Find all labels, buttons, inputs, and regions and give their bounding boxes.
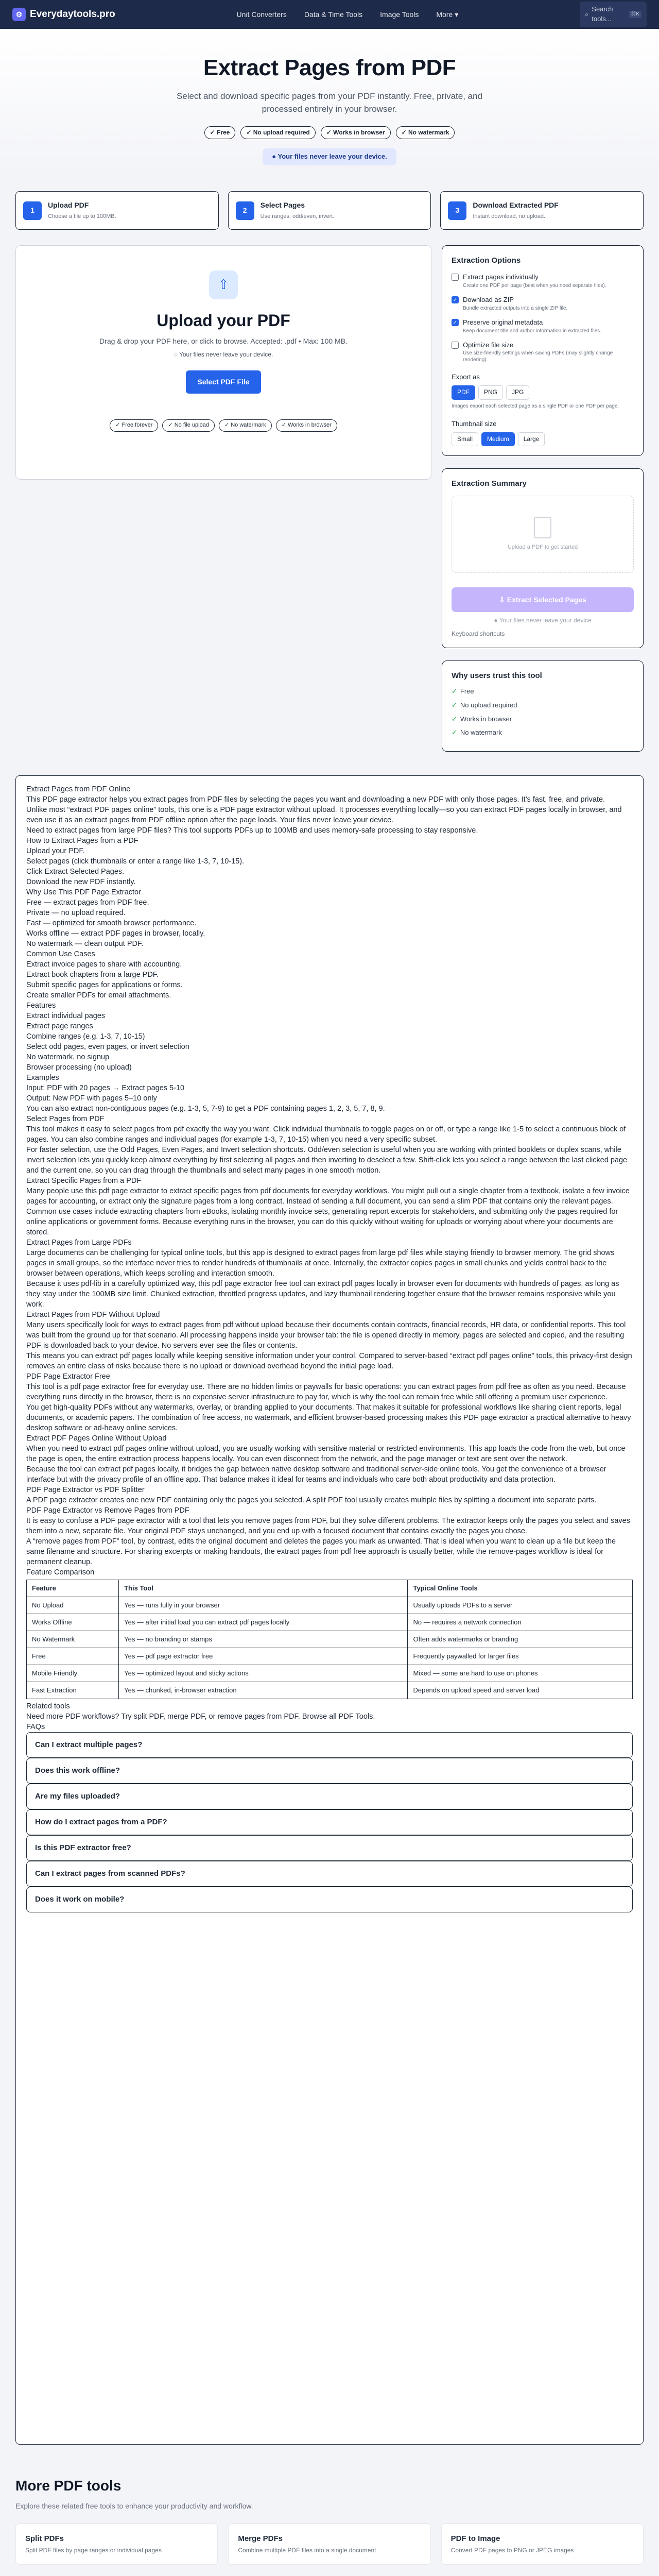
option-label: Extract pages individually	[463, 273, 539, 281]
search-input[interactable]	[580, 2, 647, 27]
table-header: This Tool	[119, 1580, 408, 1597]
extraction-options	[442, 245, 644, 456]
step-desc: Choose a file up to 100MB.	[48, 213, 116, 220]
trust-box	[442, 660, 644, 752]
content-paragraph: Large documents can be challenging for typical online tools, but this app is designed to extract pages from large pdf files while staying friendly to browser memory. The grid shows pages in small groups, so the interface never tries to render hundreds of thumbnails at once. Internally, the extractor copies pages in small chunks and yields control back to the browser between operations, which keeps scrolling and interaction smooth.	[26, 1249, 615, 1278]
table-row: No Watermark Yes — no branding or stamps Often adds watermarks or branding	[27, 1631, 633, 1648]
nav-link-image-tools[interactable]: Image Tools	[380, 10, 419, 19]
thumb-label: Thumbnail size	[452, 420, 497, 428]
hero-subtitle	[0, 90, 659, 116]
step-title: Download Extracted PDF	[473, 201, 559, 210]
chip: ✓ Free forever	[110, 419, 158, 432]
tool-area	[15, 245, 644, 752]
content-heading: Related tools	[26, 1702, 70, 1711]
option-optimize-size[interactable]	[452, 341, 634, 364]
content-heading: PDF Page Extractor vs Remove Pages from PDF	[26, 1506, 189, 1515]
keyboard-shortcuts-link[interactable]: Keyboard shortcuts	[452, 630, 505, 637]
search-icon: ⌕	[585, 10, 589, 18]
step-number: 3	[448, 201, 466, 220]
content-paragraph: This tool is a pdf page extractor free for everyday use. There are no hidden limits or paywalls for basic operations: you can extract pages from pdf free as often as you need. Because everything runs directly in the browser, there is no expensive server infrastructure to pay for, which is why the tool can remain free while still offering a premium user experience.	[26, 1383, 626, 1402]
select-pdf-button[interactable]: Select PDF File	[186, 370, 261, 393]
faq-item[interactable]: How do I extract pages from a PDF?	[26, 1809, 633, 1835]
upload-privacy-text: Your files never leave your device.	[179, 350, 273, 358]
option-desc: Bundle extracted outputs into a single ZIP file.	[463, 305, 568, 311]
hero	[0, 29, 659, 175]
content-paragraph: This means you can extract pdf pages locally while keeping sensitive information under your control. Compared to server-based “extract pdf pages online” tools, this privacy-first design removes an entire class of risks because there is no upload or download overhead beyond the initial page load.	[26, 1352, 632, 1371]
option-extract-individually[interactable]	[452, 273, 634, 289]
option-label: Optimize file size	[463, 341, 514, 349]
content-heading: Why Use This PDF Page Extractor	[26, 888, 141, 897]
pill-free: ✓ Free	[204, 126, 236, 139]
content-heading: FAQs	[26, 1723, 45, 1732]
check-icon: ✓	[452, 715, 457, 723]
tool-title: Split PDFs	[25, 2534, 64, 2544]
check-icon: ✓	[452, 687, 457, 695]
option-preserve-metadata[interactable]	[452, 318, 634, 334]
thumb-large[interactable]: Large	[518, 432, 545, 446]
list-item: Works offline — extract PDF pages in browser, locally.	[26, 929, 205, 938]
list-item: Combine ranges (e.g. 1-3, 7, 10-15)	[26, 1032, 145, 1041]
options-title: Extraction Options	[452, 256, 521, 265]
tool-title: PDF to Image	[450, 2534, 500, 2544]
nav-link-more[interactable]: More ▾	[436, 10, 459, 19]
tool-card-split[interactable]	[15, 2523, 218, 2565]
nav-link-date-time[interactable]: Data & Time Tools	[304, 10, 363, 19]
content-heading: Extract Pages from Large PDFs	[26, 1239, 132, 1247]
content-paragraph: Common use cases include extracting chapters from eBooks, isolating monthly invoice sets, generating report excerpts for stakeholders, and submitting only the pages required for online applications or government forms. Because everything runs in the browser, you can do this quickly without waiting for uploads or worrying about where your documents are stored.	[26, 1208, 618, 1237]
option-desc: Create one PDF per page (best when you need separate files).	[463, 282, 606, 289]
tool-grid	[15, 2523, 644, 2576]
tool-desc: Split PDF files by page ranges or individual pages	[25, 2546, 162, 2554]
trust-item: ✓ Works in browser	[452, 715, 512, 723]
thumb-medium[interactable]: Medium	[481, 432, 515, 446]
extract-button[interactable]: ⇩ Extract Selected Pages	[452, 587, 634, 612]
table-row: No Upload Yes — runs fully in your browser Usually uploads PDFs to a server	[27, 1597, 633, 1614]
pill-no-watermark: ✓ No watermark	[396, 126, 455, 139]
content-heading: Common Use Cases	[26, 950, 95, 959]
search-shortcut: ⌘K	[629, 11, 641, 19]
content-paragraph: A “remove pages from PDF” tool, by contrast, edits the original document and deletes the pages you mark as unwanted. That is ideal when you want to clean up a file but keep the same filename and structure. For sharing excerpts or making handouts, the extract pages from pdf free approach is usually better, while the remove-pages workflow is ideal for permanent cleanup.	[26, 1537, 616, 1567]
chip: ✓ No watermark	[219, 419, 272, 432]
sidebar	[442, 245, 644, 752]
list-item: Download the new PDF instantly.	[26, 878, 136, 887]
content-heading: Feature Comparison	[26, 1568, 95, 1577]
privacy-note: ● Your files never leave your device.	[263, 148, 396, 165]
summary-title: Extraction Summary	[452, 479, 527, 488]
list-item: Select odd pages, even pages, or invert selection	[26, 1043, 189, 1052]
thumb-small[interactable]: Small	[452, 432, 478, 446]
step-title: Select Pages	[260, 201, 305, 210]
list-item: Free — extract pages from PDF free.	[26, 899, 149, 907]
checkbox[interactable]: ✓	[452, 319, 459, 326]
list-item: Fast — optimized for smooth browser performance.	[26, 919, 197, 928]
pill-no-upload: ✓ No upload required	[240, 126, 315, 139]
upload-subtitle: Drag & drop your PDF here, or click to browse. Accepted: .pdf • Max: 100 MB.	[99, 336, 348, 345]
export-pdf[interactable]: PDF	[452, 385, 475, 399]
export-note: Images export each selected page as a single PDF or one PDF per page.	[452, 403, 619, 409]
faq-item[interactable]: Does this work offline?	[26, 1758, 633, 1784]
navbar	[0, 0, 659, 29]
hero-pills	[0, 126, 659, 139]
export-format	[452, 385, 634, 399]
content-paragraph: Need to extract pages from large PDF files? This tool supports PDFs up to 100MB and uses memory-safe processing to stay responsive.	[26, 826, 478, 835]
page-title: Extract Pages from PDF	[203, 55, 456, 80]
pill-browser: ✓ Works in browser	[321, 126, 391, 139]
list-item: Extract individual pages	[26, 1012, 106, 1021]
table-header: Feature	[27, 1580, 119, 1597]
comparison-table	[26, 1580, 633, 1699]
chip: ✓ Works in browser	[276, 419, 337, 432]
list-item: Submit specific pages for applications or forms.	[26, 981, 183, 990]
content-heading: Examples	[26, 1074, 59, 1082]
trust-item: ✓ No upload required	[452, 701, 517, 709]
related-tools-text: Need more PDF workflows? Try split PDF, merge PDF, or remove pages from PDF. Browse all PDF Tools.	[26, 1713, 375, 1721]
step-download	[440, 191, 644, 230]
content-heading: PDF Page Extractor Free	[26, 1372, 110, 1381]
content-heading: How to Extract Pages from a PDF	[26, 837, 138, 845]
faq-item[interactable]: Is this PDF extractor free?	[26, 1835, 633, 1861]
trust-item: ✓ No watermark	[452, 728, 502, 737]
option-desc: Keep document title and author information in extracted files.	[463, 328, 602, 334]
faq-item[interactable]: Does it work on mobile?	[26, 1887, 633, 1912]
seo-content	[15, 775, 644, 2445]
brand-logo[interactable]	[12, 7, 115, 22]
document-icon	[534, 517, 551, 538]
list-item: Extract book chapters from a large PDF.	[26, 971, 159, 979]
steps	[15, 191, 644, 230]
content-paragraph: You get high-quality PDFs without any watermarks, overlay, or branding applied to your documents. That makes it suitable for professional workflows like sharing client reports, legal documents, or academic papers. The combination of free access, no watermark, and efficient browser-based processing makes this PDF page extractor a practical alternative to heavy desktop software or ad-heavy online services.	[26, 1403, 631, 1433]
list-item: No watermark — clean output PDF.	[26, 940, 144, 948]
export-label: Export as	[452, 373, 480, 381]
content-heading: Extract Specific Pages from a PDF	[26, 1177, 142, 1185]
step-number: 2	[236, 201, 254, 220]
tool-desc: Convert PDF pages to PNG or JPEG images	[450, 2546, 574, 2554]
step-desc: Instant download, no upload.	[473, 213, 546, 220]
search-placeholder: Search tools...	[592, 5, 613, 23]
table-row: Free Yes — pdf page extractor free Frequently paywalled for larger files	[27, 1648, 633, 1665]
checkbox[interactable]	[452, 274, 459, 281]
faq-item[interactable]: Can I extract multiple pages?	[26, 1732, 633, 1758]
step-select	[228, 191, 431, 230]
content-heading: PDF Page Extractor vs PDF Splitter	[26, 1486, 145, 1495]
extraction-summary	[442, 468, 644, 648]
content-paragraph: Many users specifically look for ways to extract pages from pdf without upload because their documents contain contracts, financial records, HR data, or confidential reports. This tool was built from the ground up for that scenario. All processing happens inside your browser tab: the file is opened directly in memory, pages are selected and copied, and the resulting PDF is downloaded back to your device. No servers ever see the files or contents.	[26, 1321, 626, 1350]
content-heading: Features	[26, 1002, 56, 1010]
nav-link-unit-converters[interactable]: Unit Converters	[236, 10, 287, 19]
faq-item[interactable]: Are my files uploaded?	[26, 1784, 633, 1809]
content-paragraph: Because it uses pdf-lib in a carefully optimized way, this pdf page extractor free tool can extract pdf pages locally in browser even for documents with hundreds of pages, as long as they stay under the 100MB size limit. Chunked extraction, throttled progress updates, and lazy thumbnail rendering together ensure that the browser remains responsive while you work.	[26, 1280, 619, 1309]
content-paragraph: This PDF page extractor helps you extract pages from PDF files by selecting the pages you want and downloading a new PDF with only those pages. It’s fast, free, and private.	[26, 795, 605, 804]
thumbnail-size	[452, 432, 634, 446]
option-download-zip[interactable]	[452, 295, 634, 312]
option-label: Download as ZIP	[463, 295, 514, 303]
example-output: Output: New PDF with pages 5–10 only	[26, 1094, 157, 1103]
chip: ✓ No file upload	[162, 419, 215, 432]
content-paragraph: Unlike most “extract PDF pages online” tools, this one is a PDF page extractor without upload. It processes everything locally—so you can extract PDF pages locally in browser, and even use it as an extract pages from PDF offline option after the page loads. Your files never leave your device.	[26, 806, 622, 825]
table-row: Mobile Friendly Yes — optimized layout and sticky actions Mixed — some are hard to use on phones	[27, 1665, 633, 1682]
list-item: Browser processing (no upload)	[26, 1063, 132, 1072]
export-jpg[interactable]: JPG	[506, 385, 529, 399]
more-tools	[15, 2476, 644, 2576]
summary-privacy: ● Your files never leave your device	[494, 617, 592, 624]
tool-desc: Combine multiple PDF files into a single document	[238, 2546, 376, 2554]
hero-subtitle-line-2: processed entirely in your browser.	[262, 104, 397, 114]
tool-card-merge[interactable]	[228, 2523, 430, 2565]
option-label: Preserve original metadata	[463, 318, 543, 326]
content-paragraph: You can also extract non-contiguous pages (e.g. 1-3, 5, 7-9) to get a PDF containing pages 1, 2, 3, 5, 7, 8, 9.	[26, 1105, 385, 1113]
list-item: Extract invoice pages to share with accounting.	[26, 960, 182, 969]
content-heading: Select Pages from PDF	[26, 1115, 105, 1124]
content-paragraph: For faster selection, use the Odd Pages, Even Pages, and Invert selection shortcuts. Odd/even selection is useful when you are working with printed booklets or duplex scans, while invert selection lets you quickly keep almost everything by first selecting all pages and then inverting to deselect a few. Shift-click lets you select a range between the last clicked page and the current one, so you can drag through the thumbnails and select many pages in one smooth motion.	[26, 1146, 628, 1175]
logo-icon: ⚙	[12, 8, 26, 21]
list-item: Click Extract Selected Pages.	[26, 868, 125, 876]
checkbox[interactable]	[452, 342, 459, 349]
tool-card-pdf-to-image[interactable]	[441, 2523, 644, 2565]
shield-icon: ◌	[174, 350, 179, 358]
option-desc: Use size-friendly settings when saving PDFs (may slightly change rendering).	[463, 350, 613, 363]
step-upload	[15, 191, 219, 230]
upload-chips	[26, 419, 421, 432]
export-png[interactable]: PNG	[478, 385, 503, 399]
step-title: Upload PDF	[48, 201, 89, 210]
upload-privacy	[26, 350, 421, 359]
more-tools-subtitle: Explore these related free tools to enhance your productivity and workflow.	[15, 2501, 253, 2510]
content-paragraph: Many people use this pdf page extractor to extract specific pages from pdf documents for everyday workflows. You might pull out a single chapter from a textbook, isolate a few invoice pages for accounting, or extract only the signature pages from a long contract. Instead of sending a full document, you can send a slim PDF that contains only the relevant pages.	[26, 1187, 630, 1206]
upload-icon: ⇧	[209, 270, 238, 299]
upload-title: Upload your PDF	[157, 311, 290, 330]
list-item: Private — no upload required.	[26, 909, 126, 918]
summary-empty-text: Upload a PDF to get started	[507, 544, 578, 551]
brand-name: Everydaytools.pro	[30, 9, 115, 20]
list-item: Create smaller PDFs for email attachments.	[26, 991, 171, 1000]
list-item: Select pages (click thumbnails or enter a range like 1-3, 7, 10-15).	[26, 857, 245, 866]
check-icon: ✓	[452, 728, 457, 737]
list-item: Upload your PDF.	[26, 847, 85, 856]
trust-item: ✓ Free	[452, 687, 474, 695]
faq-item[interactable]: Can I extract pages from scanned PDFs?	[26, 1861, 633, 1887]
summary-empty	[452, 496, 634, 573]
table-header: Typical Online Tools	[408, 1580, 633, 1597]
step-number: 1	[23, 201, 42, 220]
content-heading: Extract PDF Pages Online Without Upload	[26, 1434, 167, 1443]
tool-title: Merge PDFs	[238, 2534, 283, 2544]
content-paragraph: When you need to extract pdf pages online without upload, you are usually working with sensitive material or restricted environments. This app loads the code from the web, but once the page is open, the entire extraction process happens locally. You can even disconnect from the network, and the page manager or text are sent over the network.	[26, 1445, 626, 1464]
table-row: Works Offline Yes — after initial load you can extract pdf pages locally No — requires a network connection	[27, 1614, 633, 1631]
example-input: Input: PDF with 20 pages → Extract pages 5-10	[26, 1084, 185, 1093]
content-paragraph: This tool makes it easy to select pages from pdf exactly the way you want. Click individual thumbnails to toggle pages on or off, or type a range like 1-5 to select a continuous block of pages. You can also combine ranges and individual pages (for example 1-3, 7, 10-15) when you need a very specific subset.	[26, 1125, 626, 1144]
content-paragraph: It is easy to confuse a PDF page extractor with a tool that lets you remove pages from PDF, but they solve different problems. The extractor keeps only the pages you select and saves them into a new, separate file. Your original PDF stays unchanged, and you end up with a focused document that contains exactly the pages you chose.	[26, 1517, 630, 1536]
content-paragraph: Because the tool can extract pdf pages locally, it bridges the gap between native desktop software and traditional server-side online tools. You get the convenience of a browser interface but with the privacy profile of an offline app. That balance makes it ideal for teams and individuals who care both about productivity and data protection.	[26, 1465, 606, 1484]
table-row: Fast Extraction Yes — chunked, in-browser extraction Depends on upload speed and server load	[27, 1682, 633, 1699]
trust-title: Why users trust this tool	[452, 671, 542, 681]
more-tools-title: More PDF tools	[15, 2478, 122, 2494]
checkbox[interactable]: ✓	[452, 296, 459, 303]
content-heading: Extract Pages from PDF Without Upload	[26, 1311, 160, 1319]
check-icon: ✓	[452, 701, 457, 709]
content-paragraph: A PDF page extractor creates one new PDF containing only the pages you selected. A split PDF tool usually creates multiple files by splitting a document into separate parts.	[26, 1496, 597, 1505]
list-item: No watermark, no signup	[26, 1053, 110, 1062]
upload-dropzone[interactable]	[15, 245, 431, 480]
list-item: Extract page ranges	[26, 1022, 93, 1031]
main-nav	[237, 9, 459, 20]
step-desc: Use ranges, odd/even, invert.	[260, 213, 335, 220]
hero-subtitle-line-1: Select and download specific pages from your PDF instantly. Free, private, and	[176, 91, 483, 101]
content-heading: Extract Pages from PDF Online	[26, 785, 131, 794]
